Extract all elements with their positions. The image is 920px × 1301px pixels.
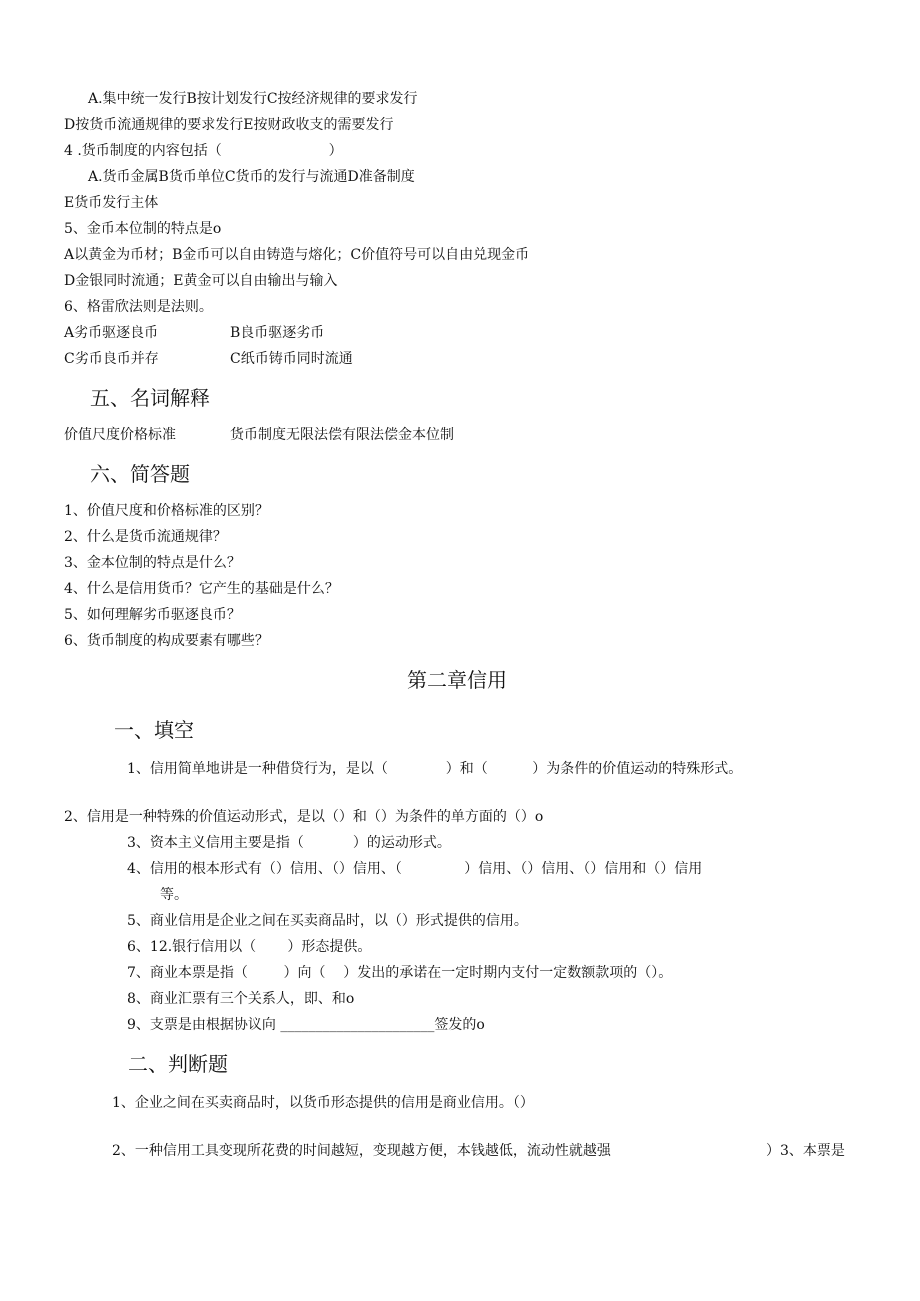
option-q6-c2: C纸币铸币同时流通 [230, 351, 353, 367]
question-6: 6、格雷欣法则是法则。 [64, 299, 213, 315]
short-question-6: 6、货币制度的构成要素有哪些？ [64, 633, 269, 649]
fill-question-4-cont: 等。 [160, 887, 188, 903]
section-heading-fill-blank: 一、填空 [114, 718, 194, 742]
section-heading-true-false: 二、判断题 [128, 1052, 228, 1076]
short-question-4: 4、什么是信用货币？它产生的基础是什么？ [64, 581, 339, 597]
option-q6-a: A劣币驱逐良币 [64, 325, 159, 341]
fill-question-7: 7、商业本票是指（ ）向（ ）发出的承诺在一定时期内支付一定数额款项的（）。 [127, 965, 673, 981]
judge-question-2-tail: ）3、本票是 [766, 1143, 845, 1159]
fill-question-6: 6、12.银行信用以（ ）形态提供。 [127, 939, 372, 955]
short-question-2: 2、什么是货币流通规律？ [64, 529, 227, 545]
section-heading-terms: 五、名词解释 [90, 386, 210, 410]
option-line-q4-a: A.货币金属B货币单位C货币的发行与流通D准备制度 [88, 169, 415, 185]
fill-question-2: 2、信用是一种特殊的价值运动形式，是以（）和（）为条件的单方面的（）o [64, 809, 544, 825]
fill-question-4: 4、信用的根本形式有（）信用、（）信用、（ ）信用、（）信用、（）信用和（）信用 [127, 861, 703, 877]
option-q6-c1: C劣币良币并存 [64, 351, 159, 367]
fill-question-9: 9、支票是由根据协议向 ______________________签发的o [127, 1017, 485, 1033]
fill-question-1: 1、信用简单地讲是一种借贷行为，是以（ ）和（ ）为条件的价值运动的特殊形式。 [127, 761, 743, 777]
fill-question-5: 5、商业信用是企业之间在买卖商品时，以（）形式提供的信用。 [127, 913, 528, 929]
fill-question-8: 8、商业汇票有三个关系人，即、和o [127, 991, 355, 1007]
terms-line-1: 价值尺度价格标准 [64, 427, 176, 443]
short-question-5: 5、如何理解劣币驱逐良币？ [64, 607, 241, 623]
option-line-q5-d: D金银同时流通；E黄金可以自由输出与输入 [64, 273, 338, 289]
option-line-q5-a: A以黄金为币材；B金币可以自由铸造与熔化；C价值符号可以自由兑现金币 [64, 247, 530, 263]
section-heading-short-answer: 六、简答题 [90, 462, 190, 486]
terms-line-2: 货币制度无限法偿有限法偿金本位制 [230, 427, 454, 443]
judge-question-1: 1、企业之间在买卖商品时，以货币形态提供的信用是商业信用。（） [112, 1095, 534, 1111]
question-4: 4 .货币制度的内容包括（ ） [64, 143, 343, 159]
question-5: 5、金币本位制的特点是o [64, 221, 222, 237]
chapter-title: 第二章信用 [407, 668, 507, 692]
option-line-q4-e: E货币发行主体 [64, 195, 159, 211]
judge-question-2: 2、一种信用工具变现所花费的时间越短，变现越方便，本钱越低，流动性就越强 [112, 1143, 611, 1159]
short-question-1: 1、价值尺度和价格标准的区别？ [64, 503, 269, 519]
option-line-issuance-d: D按货币流通规律的要求发行E按财政收支的需要发行 [64, 117, 394, 133]
short-question-3: 3、金本位制的特点是什么？ [64, 555, 241, 571]
option-line-issuance-a: A.集中统一发行B按计划发行C按经济规律的要求发行 [88, 91, 418, 107]
fill-question-3: 3、资本主义信用主要是指（ ）的运动形式。 [127, 835, 451, 851]
option-q6-b: B良币驱逐劣币 [230, 325, 325, 341]
